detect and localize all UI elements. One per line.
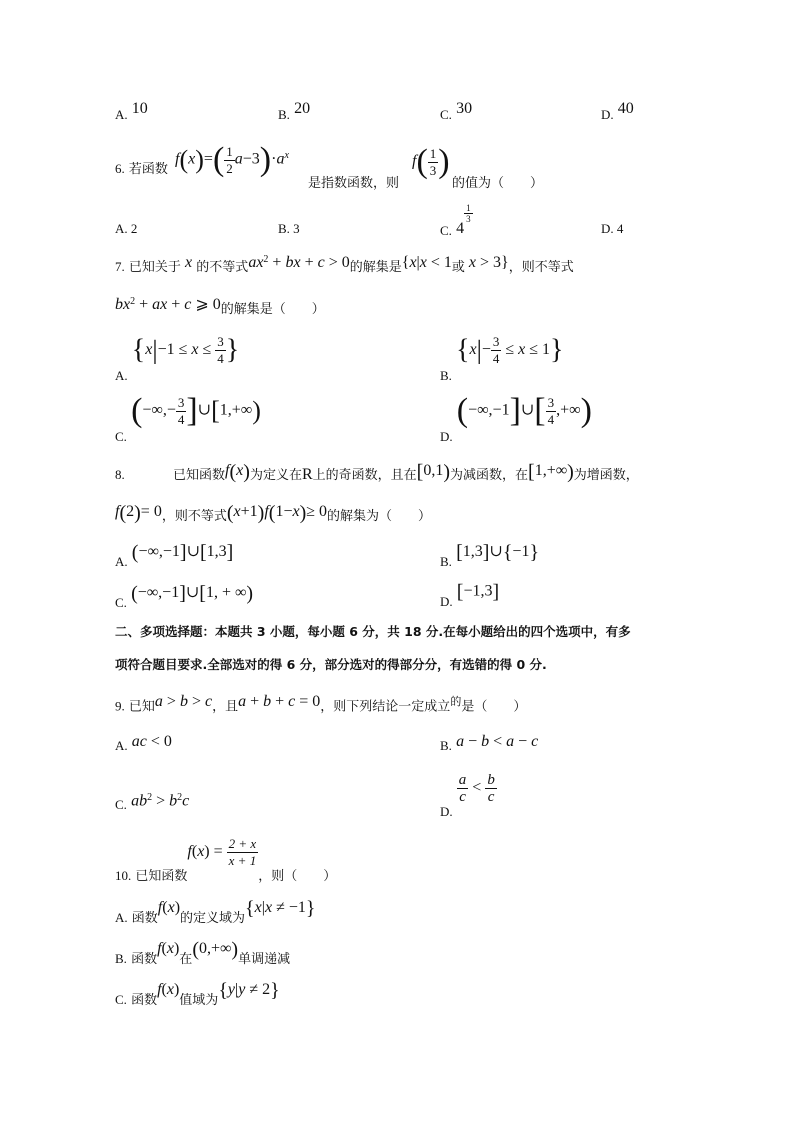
q10-stem: 10. 已知函数f(x) = $\frac{2 + x}{x + 1}$ ，则（ ） (115, 836, 337, 884)
question-text: 已知函数 (173, 468, 226, 483)
option-label: C. (440, 223, 452, 238)
question-text: ，则不等式 (161, 509, 227, 524)
section-heading-line1: 二、多项选择题：本题共 3 小题，每小题 6 分，共 18 分.在每小题给出的四个选项中，有多 (115, 624, 631, 639)
option-label: B. (278, 107, 290, 122)
question-text: 的解集为（ ） (327, 509, 432, 524)
option-label: C. (115, 992, 127, 1007)
option-label: B. (440, 738, 452, 753)
question-text: 若函数 (128, 162, 168, 177)
option-d: D. 4 (601, 221, 624, 236)
option-value: 40 (617, 100, 634, 117)
section-heading-line2: 项符合题目要求.全部选对的得 6 分，部分选对的得部分分，有选错的得 0 分. (115, 657, 547, 672)
option-label: B. (115, 951, 127, 966)
option-text: 在 (179, 952, 193, 967)
q7-option-b: B. {x|− $\frac{3}{4}$ ≤ x ≤ 1} (440, 334, 564, 383)
option-label: C. (115, 428, 127, 444)
question-text: 为定义在 (249, 468, 302, 483)
option-value: 10 (131, 100, 148, 117)
question-number: 9. (115, 698, 125, 714)
q8-option-c: C. (−∞,−1]∪[1, + ∞) (115, 582, 254, 610)
q8-stem-line2: f(2)= 0，则不等式(x+1)f(1−x)≥ 0的解集为（ ） (115, 501, 432, 524)
option-label: D. (440, 428, 453, 444)
option-label: B. (440, 554, 452, 569)
option-b: B. 3 (278, 221, 300, 236)
q6-function-formula: f(x)=( $\frac{1}{2}$ $a-3)\cdot a^x$ (175, 141, 289, 178)
option-text: 单调递减 (238, 952, 291, 967)
q6-f-one-third: f( $\frac{1}{3}$ ) (412, 143, 450, 180)
option-label: C. (440, 107, 452, 122)
q5-option-a (115, 100, 148, 124)
question-text: 的解集是 (349, 260, 402, 275)
option-text: 函数 (131, 993, 158, 1008)
question-number: 10. (115, 868, 132, 883)
question-text: ，且 (212, 699, 239, 715)
option-text: 函数 (131, 911, 158, 926)
q6-option-d (601, 221, 623, 237)
q5-option-d (601, 100, 634, 124)
question-text: 为减函数，在 (450, 468, 529, 483)
question-text: 为增函数， (573, 468, 639, 483)
question-text: 的解集是（ ） (220, 302, 325, 317)
option-text: 值域为 (179, 993, 219, 1008)
question-text: 或 (451, 260, 465, 275)
q7-option-d: D. (−∞,−1]∪[ $\frac{3}{4}$ ,+∞) (440, 392, 592, 444)
question-text: 是（ ） (461, 699, 527, 715)
question-number: 7. (115, 259, 125, 274)
option-label: B. (440, 368, 452, 383)
question-text: 已知函数 (135, 869, 188, 884)
q7-option-a: A. {x|−1 ≤ x ≤ $\frac{3}{4}$ } (115, 334, 240, 383)
question-text: 上的奇函数，且在 (312, 468, 417, 483)
q8-stem-line1: 8. 已知函数f(x)为定义在R上的奇函数，且在[0,1)为减函数，在[1,+∞)为增函数， (115, 460, 639, 483)
option-a: A. 2 (115, 221, 138, 236)
option-label: C. (115, 595, 127, 610)
option-label: A. (115, 738, 128, 753)
q9-stem: 9. 已知a > b > c，且a + b + c = 0，则下列结论一定成立$^的$是（ ） (115, 693, 527, 715)
q9-option-b: B. a − b < a − c (440, 733, 539, 753)
question-number: 8. (115, 467, 125, 482)
q6-text-end (452, 172, 543, 191)
question-text: 是指数函数，则 (308, 176, 400, 191)
option-label: D. (440, 804, 453, 819)
q6-option-a (115, 221, 137, 237)
question-text: 的不等式 (196, 260, 249, 275)
option-label: A. (115, 107, 128, 122)
q9-option-d: D. $\frac{a}{c}$ < $\frac{b}{c}$ (440, 772, 495, 819)
q6-option-c: C. 4 $\frac{1}{3}$ (440, 203, 471, 238)
q7-stem-line2: $bx^2$ + ax + c ⩾ 0的解集是（ ） (115, 295, 325, 317)
question-text-superscript: 的 (450, 695, 462, 708)
question-number: 6. (115, 161, 125, 176)
option-label: A. (115, 910, 128, 925)
option-label: A. (115, 368, 128, 383)
option-label: D. (440, 593, 453, 609)
question-text: 的值为（ ） (452, 176, 544, 191)
question-text: ，则不等式 (508, 260, 574, 275)
q6-stem (115, 144, 168, 194)
q8-option-d: D. [−1,3] (440, 581, 500, 609)
q8-option-b: B. [1,3]∪{−1} (440, 541, 540, 569)
q8-option-a: A. (−∞,−1]∪[1,3] (115, 541, 234, 569)
option-label: A. (115, 554, 128, 569)
question-text: 已知 (128, 699, 155, 715)
q10-option-c: C. 函数f(x)值域为{y|y ≠ 2} (115, 979, 280, 1008)
q9-option-a: A. ac < 0 (115, 733, 172, 753)
question-text: ，则（ ） (258, 869, 337, 884)
option-text: 函数 (131, 952, 158, 967)
q10-option-a: A. 函数f(x)的定义域为{x|x ≠ −1} (115, 897, 316, 926)
q7-stem-line1: 7. 已知关于 x 的不等式$ax^2$ + bx + c > 0的解集是{x|x < 1或 x > 3}，则不等式 (115, 253, 574, 275)
question-text: 已知关于 (128, 260, 181, 275)
option-label: D. (601, 107, 614, 122)
option-label: C. (115, 797, 127, 813)
q6-text (308, 172, 399, 191)
q9-option-c: C. $ab^2 > b^2c$ (115, 792, 190, 813)
q10-option-b: B. 函数f(x)在(0,+∞)单调递减 (115, 938, 291, 967)
option-value: 20 (294, 100, 311, 117)
q7-option-c: C. (−∞,− $\frac{3}{4}$ ]∪[1,+∞) (115, 392, 261, 444)
q5-option-b (278, 100, 311, 124)
q6-option-b (278, 221, 300, 237)
option-value: 30 (456, 100, 473, 117)
q5-option-c (440, 100, 473, 124)
question-text: ，则下列结论一定成立 (320, 699, 451, 715)
option-text: 的定义域为 (180, 911, 246, 926)
